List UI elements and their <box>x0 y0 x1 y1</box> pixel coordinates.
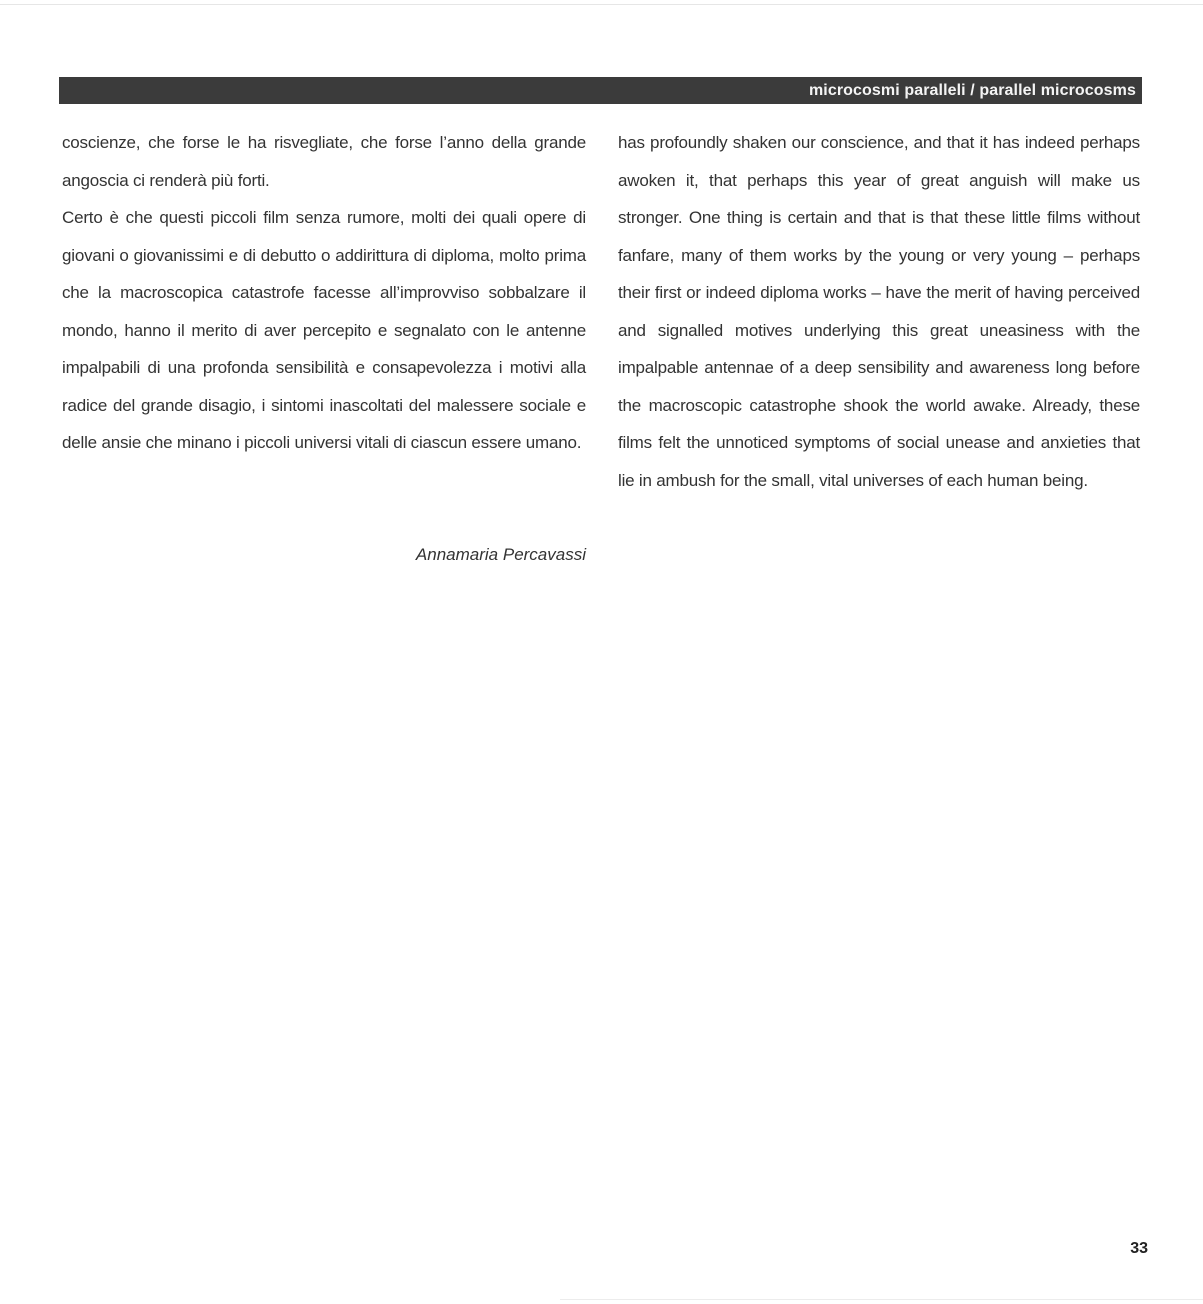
english-text-column <box>618 124 1140 499</box>
running-header-title: microcosmi paralleli / parallel microcosms <box>808 81 1136 99</box>
italian-paragraph: Certo è che questi piccoli film senza rumore, molti dei quali opere di giovani o giovanissimi e di debutto o addirittura di diploma, molto prima che la macroscopica catastrofe facesse all’improvviso sobbalzare il mondo, hanno il merito di aver percepito e segnalato con le antenne impalpabili di una profonda sensibilità e consapevolezza i motivi alla radice del grande disagio, i sintomi inascoltati del malessere sociale e delle ansie che minano i piccoli universi vitali di ciascun essere umano. <box>62 208 586 452</box>
english-paragraph: has profoundly shaken our conscience, and that it has indeed perhaps awoken it, that perhaps this year of great anguish will make us stronger. One thing is certain and that is that these little films without fanfare, many of them works by the young or very young – perhaps their first or indeed diploma works – have the merit of having perceived and signalled motives underlying this great uneasiness with the impalpable antennae of a deep sensibility and awareness long before the macroscopic catastrophe shook the world awake. Already, these films felt the unnoticed symptoms of social unease and anxieties that lie in ambush for the small, vital universes of each human being. <box>618 133 1140 490</box>
scan-edge-top <box>0 4 1203 5</box>
italian-paragraph: coscienze, che forse le ha risvegliate, che forse l’anno della grande angoscia ci renderà più forti. <box>62 133 586 190</box>
running-header-bar <box>59 77 1142 104</box>
author-signature: Annamaria Percavassi <box>415 545 586 564</box>
page-number: 33 <box>1130 1240 1148 1257</box>
italian-text-column <box>62 124 586 462</box>
scan-edge-bottom <box>560 1299 1203 1300</box>
